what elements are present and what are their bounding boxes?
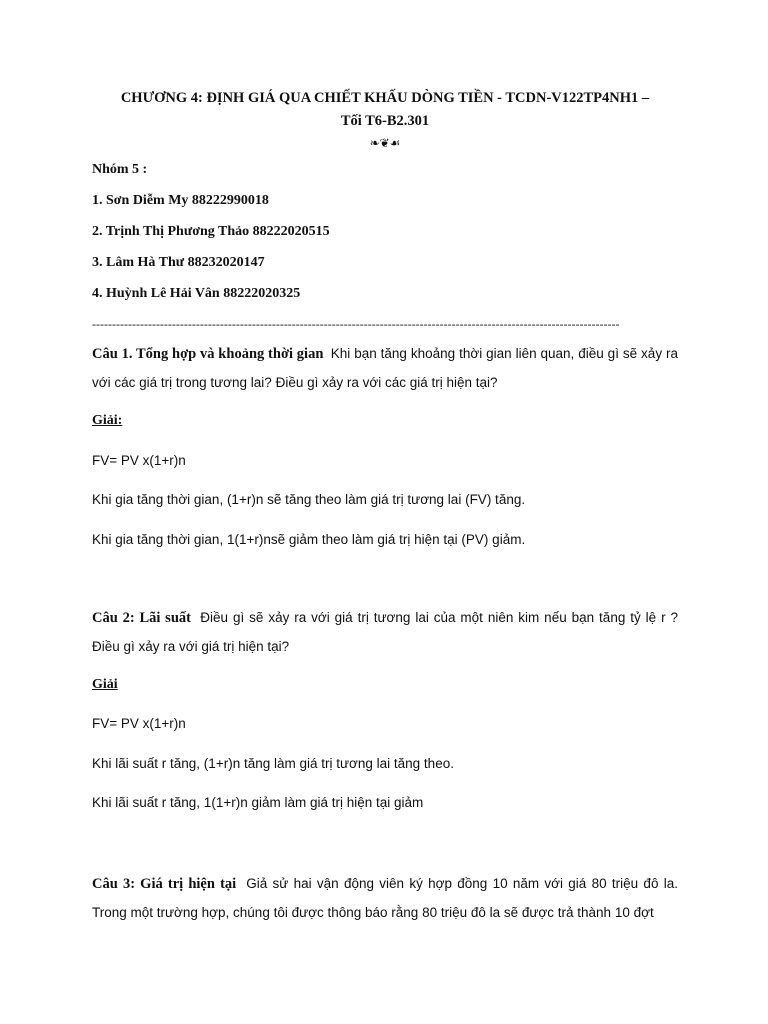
answer-2-formula: FV= PV x(1+r)n: [92, 716, 186, 731]
group-member: 2. Trịnh Thị Phương Thảo 88222020515: [92, 224, 330, 239]
question-2-label: Câu 2: Lãi suất: [92, 610, 191, 626]
dashed-divider: ------------------------------------------------------------------------------------------------------------------------------------: [92, 317, 620, 331]
answer-2-line-1: Khi lãi suất r tăng, (1+r)n tăng làm giá trị tương lai tăng theo.: [92, 756, 454, 771]
answer-2-line-2: Khi lãi suất r tăng, 1(1+r)n giảm làm giá trị hiện tại giảm: [92, 795, 424, 810]
answer-1-line-2: Khi gia tăng thời gian, 1(1+r)nsẽ giảm theo làm giá trị hiện tại (PV) giảm.: [92, 532, 526, 547]
question-1: [92, 340, 678, 398]
question-2-text: Điều gì sẽ xảy ra với giá trị tương lai của một niên kim nếu bạn tăng tỷ lệ r ? Điều gì xảy ra với giá trị hiện tại?: [92, 610, 678, 654]
answer-1-formula: FV= PV x(1+r)n: [92, 453, 186, 468]
question-1-text: Khi bạn tăng khoảng thời gian liên quan, điều gì sẽ xảy ra với các giá trị trong tương lai? Điều gì xảy ra với các giá trị hiện tại?: [92, 346, 679, 390]
group-member: 1. Sơn Diễm My 88222990018: [92, 193, 269, 208]
group-label: Nhóm 5 :: [92, 162, 148, 177]
group-member: 3. Lâm Hà Thư 88232020147: [92, 255, 265, 270]
question-1-label: Câu 1. Tổng hợp và khoảng thời gian: [92, 346, 324, 362]
question-3-text: Giả sử hai vận động viên ký hợp đồng 10 năm với giá 80 triệu đô la. Trong một trường hợp, chúng tôi được thông báo rằng 80 triệu đô la sẽ được trả thành 10 đợt: [92, 876, 678, 920]
answer-1-label: Giải:: [92, 413, 123, 428]
document-title: CHƯƠNG 4: ĐỊNH GIÁ QUA CHIẾT KHẤU DÒNG TIỀN - TCDN-V122TP4NH1 –: [120, 90, 650, 106]
question-3: [92, 870, 678, 928]
group-member: 4. Huỳnh Lê Hải Vân 88222020325: [92, 286, 301, 301]
question-3-label: Câu 3: Giá trị hiện tại: [92, 876, 237, 892]
document-subtitle: Tối T6-B2.301: [340, 113, 430, 129]
answer-2-label: Giải: [92, 677, 118, 692]
ornament-divider: ❧❦☙: [369, 136, 401, 150]
answer-1-line-1: Khi gia tăng thời gian, (1+r)n sẽ tăng theo làm giá trị tương lai (FV) tăng.: [92, 492, 526, 507]
question-2: [92, 604, 678, 662]
